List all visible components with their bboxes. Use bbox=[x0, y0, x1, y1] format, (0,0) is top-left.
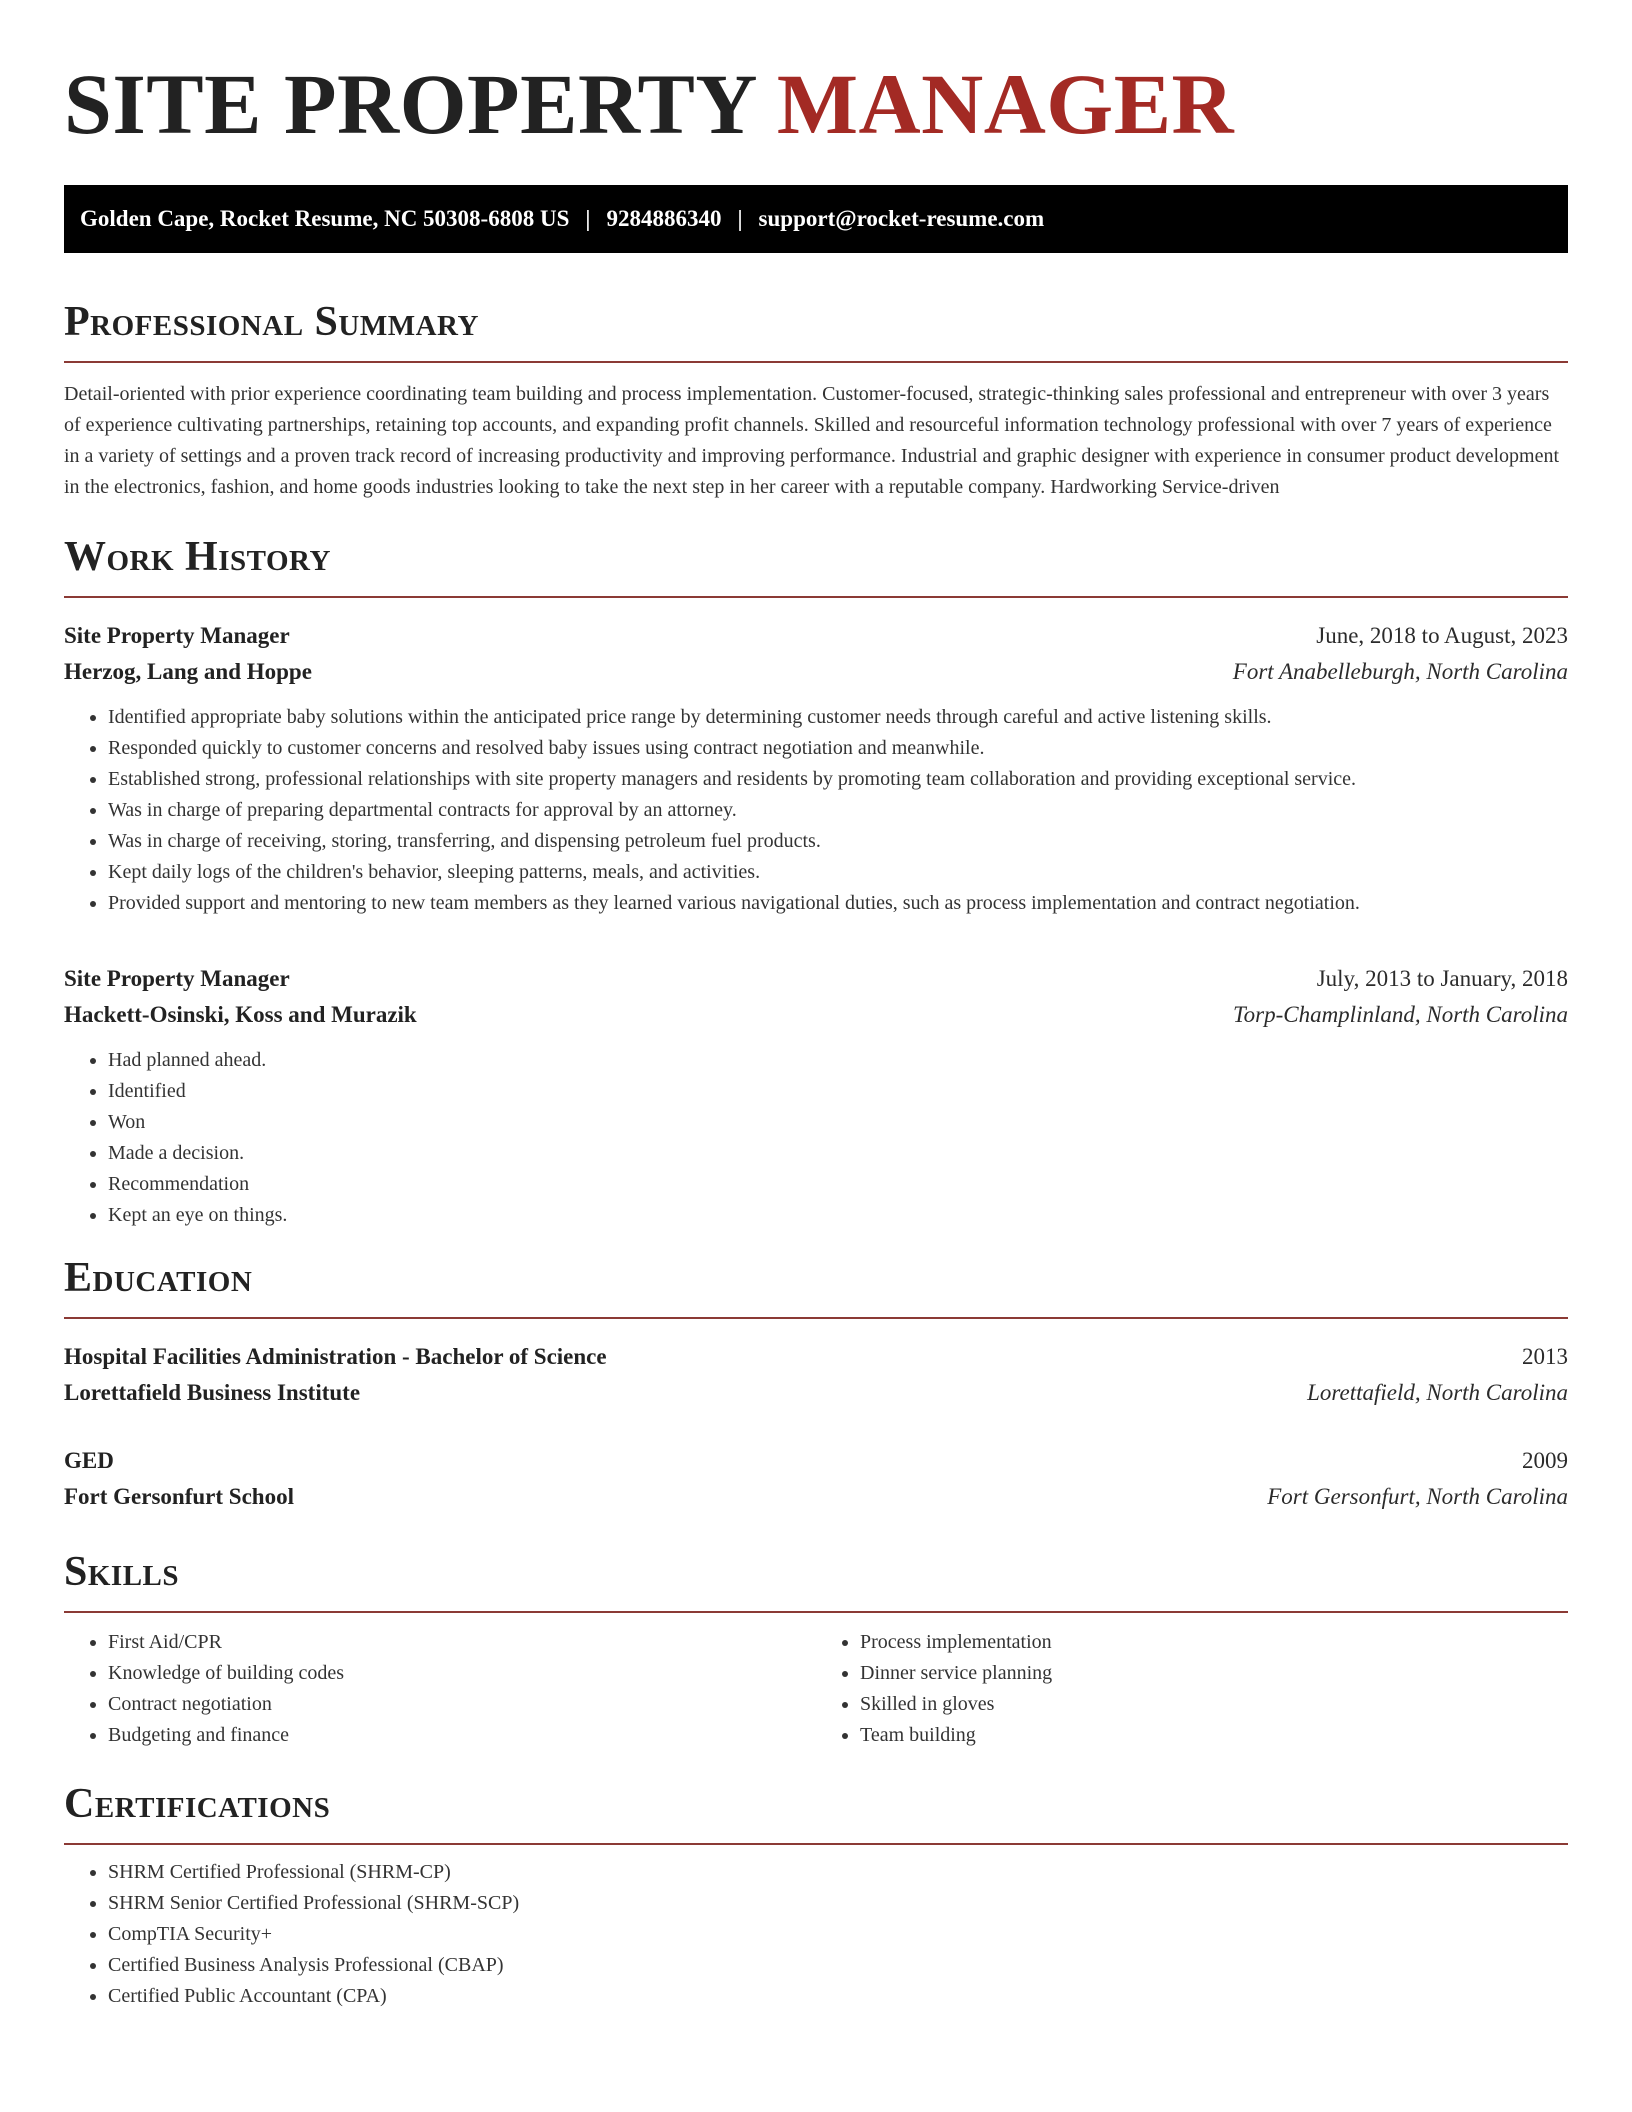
skill-item: • Dinner service planning bbox=[860, 1658, 1568, 1689]
job-company-row bbox=[64, 997, 1568, 1033]
education-degree: GED bbox=[64, 1448, 114, 1473]
job-duty: • Had planned ahead. bbox=[108, 1045, 1568, 1076]
work-history-section bbox=[64, 534, 1568, 1231]
skill-item: • Knowledge of building codes bbox=[108, 1658, 816, 1689]
education-location: Fort Gersonfurt, North Carolina bbox=[1267, 1484, 1568, 1509]
resume-title bbox=[64, 56, 1568, 152]
certifications-heading: Certifications bbox=[64, 1781, 331, 1827]
education-year: 2009 bbox=[1522, 1448, 1568, 1473]
job-company: Hackett-Osinski, Koss and Murazik bbox=[64, 1002, 417, 1027]
education-location: Lorettafield, North Carolina bbox=[1307, 1380, 1568, 1405]
education-year: 2013 bbox=[1522, 1344, 1568, 1369]
work-history-heading: Work History bbox=[64, 534, 331, 580]
skill-item: • Team building bbox=[860, 1720, 1568, 1751]
job-duties-list bbox=[64, 702, 1568, 919]
certification-item: • Certified Public Accountant (CPA) bbox=[108, 1981, 1568, 2012]
skill-item: • First Aid/CPR bbox=[108, 1627, 816, 1658]
education-degree-row bbox=[64, 1443, 1568, 1479]
skill-item: • Budgeting and finance bbox=[108, 1720, 816, 1751]
job-dates: June, 2018 to August, 2023 bbox=[1316, 623, 1568, 648]
certification-item: • CompTIA Security+ bbox=[108, 1919, 1568, 1950]
certification-item: • SHRM Senior Certified Professional (SHRM-SCP) bbox=[108, 1888, 1568, 1919]
job-duty: • Responded quickly to customer concerns and resolved baby issues using contract negotiation and meanwhile. bbox=[108, 733, 1568, 764]
contact-phone: 9284886340 bbox=[606, 206, 722, 231]
section-divider bbox=[64, 596, 1568, 598]
section-divider bbox=[64, 1843, 1568, 1845]
title-main: SITE PROPERTY bbox=[64, 56, 755, 152]
education-heading: Education bbox=[64, 1255, 253, 1301]
skills-grid bbox=[64, 1627, 1568, 1751]
education-entry bbox=[64, 1443, 1568, 1515]
skill-item: • Contract negotiation bbox=[108, 1689, 816, 1720]
contact-separator: | bbox=[585, 206, 591, 231]
skill-item: • Process implementation bbox=[860, 1627, 1568, 1658]
job-duty: • Made a decision. bbox=[108, 1138, 1568, 1169]
contact-email: support@rocket-resume.com bbox=[758, 206, 1045, 231]
contact-bar bbox=[64, 185, 1568, 253]
job-title: Site Property Manager bbox=[64, 623, 290, 648]
job-entry bbox=[64, 618, 1568, 919]
section-divider bbox=[64, 361, 1568, 363]
job-duty: • Identified bbox=[108, 1076, 1568, 1107]
section-divider bbox=[64, 1611, 1568, 1613]
job-duty: • Was in charge of receiving, storing, transferring, and dispensing petroleum fuel products. bbox=[108, 826, 1568, 857]
title-accent: MANAGER bbox=[776, 56, 1235, 152]
skills-list-left bbox=[64, 1627, 816, 1751]
education-school-row bbox=[64, 1375, 1568, 1411]
job-company-row bbox=[64, 654, 1568, 690]
certification-item: • Certified Business Analysis Professional (CBAP) bbox=[108, 1950, 1568, 1981]
job-duties-list bbox=[64, 1045, 1568, 1231]
job-duty: • Recommendation bbox=[108, 1169, 1568, 1200]
job-company: Herzog, Lang and Hoppe bbox=[64, 659, 312, 684]
job-duty: • Provided support and mentoring to new team members as they learned various navigational duties, such as process implementation and contract negotiation. bbox=[108, 888, 1568, 919]
education-school-row bbox=[64, 1479, 1568, 1515]
job-dates: July, 2013 to January, 2018 bbox=[1316, 966, 1568, 991]
education-degree-row bbox=[64, 1339, 1568, 1375]
summary-heading: Professional Summary bbox=[64, 299, 479, 345]
job-duty: • Was in charge of preparing departmental contracts for approval by an attorney. bbox=[108, 795, 1568, 826]
contact-address: Golden Cape, Rocket Resume, NC 50308-6808 US bbox=[80, 206, 570, 231]
job-location: Fort Anabelleburgh, North Carolina bbox=[1232, 659, 1568, 684]
section-divider bbox=[64, 1317, 1568, 1319]
job-duty: • Kept an eye on things. bbox=[108, 1200, 1568, 1231]
job-title-row bbox=[64, 618, 1568, 654]
job-duty: • Identified appropriate baby solutions within the anticipated price range by determining customer needs through careful and active listening skills. bbox=[108, 702, 1568, 733]
contact-separator: | bbox=[737, 206, 743, 231]
education-school: Fort Gersonfurt School bbox=[64, 1484, 294, 1509]
education-degree: Hospital Facilities Administration - Bachelor of Science bbox=[64, 1344, 607, 1369]
job-entry bbox=[64, 961, 1568, 1231]
certification-item: • SHRM Certified Professional (SHRM-CP) bbox=[108, 1857, 1568, 1888]
skill-item: • Skilled in gloves bbox=[860, 1689, 1568, 1720]
job-title-row bbox=[64, 961, 1568, 997]
summary-text: Detail-oriented with prior experience coordinating team building and process implementation. Customer-focused, strategic-thinking sales professional and entrepreneur with over 3 years of experience cultivating partnerships, retaining top accounts, and expanding profit channels. Skilled and resourceful information technology professional with over 7 years of experience in a variety of settings and a proven track record of increasing productivity and improving performance. Industrial and graphic designer with experience in consumer product development in the electronics, fashion, and home goods industries looking to take the next step in her career with a reputable company. Hardworking Service-driven bbox=[64, 383, 1560, 498]
job-duty: • Kept daily logs of the children's behavior, sleeping patterns, meals, and activities. bbox=[108, 857, 1568, 888]
summary-section bbox=[64, 299, 1568, 503]
job-title: Site Property Manager bbox=[64, 966, 290, 991]
certifications-list bbox=[64, 1857, 1568, 2012]
skills-section bbox=[64, 1549, 1568, 1751]
skills-list-right bbox=[816, 1627, 1568, 1751]
education-school: Lorettafield Business Institute bbox=[64, 1380, 361, 1405]
education-entry bbox=[64, 1339, 1568, 1411]
skills-heading: Skills bbox=[64, 1549, 180, 1595]
job-duty: • Established strong, professional relationships with site property managers and residents by promoting team collaboration and providing exceptional service. bbox=[108, 764, 1568, 795]
job-duty: • Won bbox=[108, 1107, 1568, 1138]
job-location: Torp-Champlinland, North Carolina bbox=[1232, 1002, 1568, 1027]
education-section bbox=[64, 1255, 1568, 1515]
certifications-section bbox=[64, 1781, 1568, 2012]
